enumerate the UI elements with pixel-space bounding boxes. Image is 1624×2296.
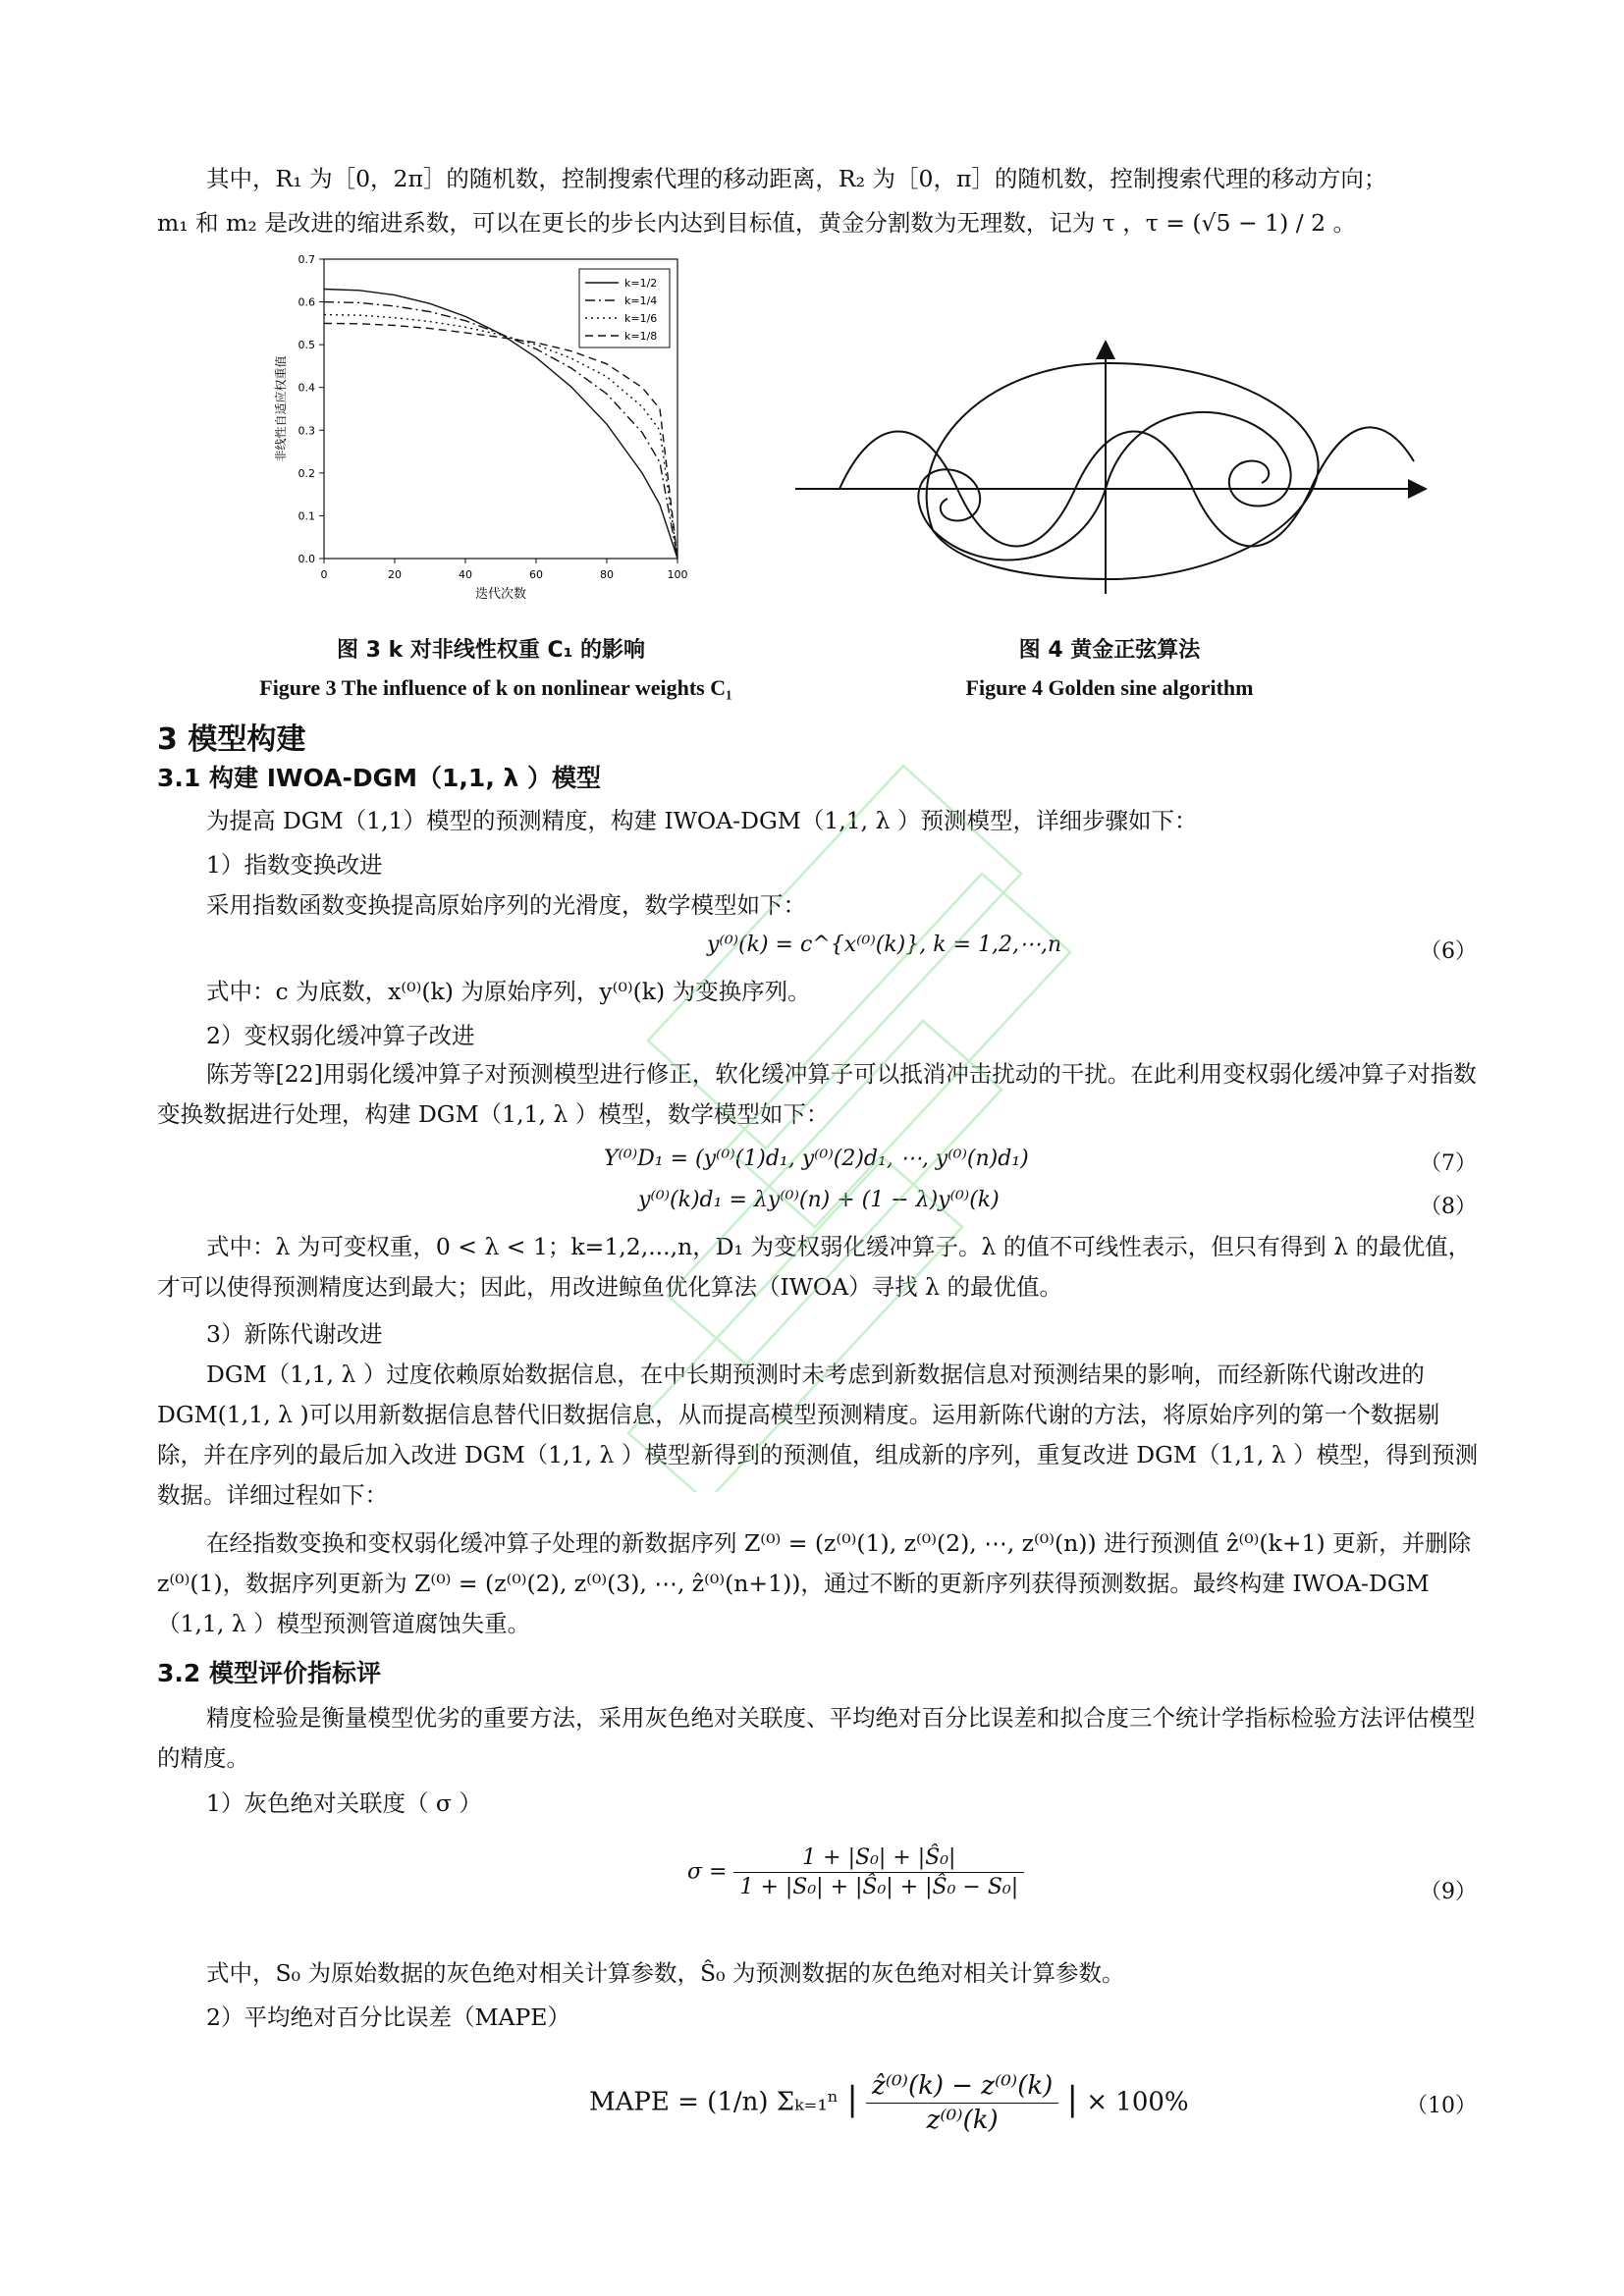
x-tick-label: 60 (529, 568, 543, 581)
step-heading: 1）灰色绝对关联度（ σ ） (206, 1789, 482, 1817)
equation-10-denominator: z⁽⁰⁾(k) (926, 2106, 999, 2135)
step-heading: 2）平均绝对百分比误差（MAPE） (206, 2003, 570, 2031)
y-tick-label: 0.1 (298, 509, 315, 523)
x-tick-label: 80 (600, 568, 614, 581)
series-line-4 (324, 323, 677, 559)
y-tick-label: 0.0 (298, 553, 315, 565)
watermark-graphic (609, 687, 1119, 1492)
equation-10-rhs: × 100% (1086, 2087, 1189, 2117)
equation-9-fraction (733, 1845, 1024, 1899)
paragraph: 精度检验是衡量模型优劣的重要方法，采用灰色绝对关联度、平均绝对百分比误差和拟合度三个统计学指标检验方法评估模型的精度。 (157, 1704, 1476, 1772)
equation-9-number: （9） (1420, 1880, 1477, 1904)
figure-3-caption-en: Figure 3 The influence of k on nonlinear weights C₁ (259, 675, 732, 700)
x-tick-label: 20 (388, 568, 402, 581)
paragraph: 陈芳等[22]用弱化缓冲算子对预测模型进行修正，软化缓冲算子可以抵消冲击扰动的干扰。在此利用变权弱化缓冲算子对指数变换数据进行处理，构建 DGM（1,1, λ ）模型，数学模型如下： (157, 1060, 1477, 1128)
step-heading: 3）新陈代谢改进 (206, 1320, 383, 1348)
equation-7-number: （7） (1420, 1151, 1477, 1176)
y-tick-label: 0.2 (298, 466, 315, 480)
intro-line-2: m₁ 和 m₂ 是改进的缩进系数，可以在更长的步长内达到目标值，黄金分割数为无理数，记为 τ ，τ = (√5 − 1) / 2 。 (157, 209, 1357, 237)
chart-legend (579, 269, 670, 347)
abs-bar-right: | (1066, 2079, 1078, 2119)
equation-9 (687, 1845, 1024, 1899)
paragraph: 采用指数函数变换提高原始序列的光滑度，数学模型如下： (206, 891, 806, 919)
equation-8: y⁽⁰⁾(k)d₁ = λy⁽⁰⁾(n) + (1 − λ)y⁽⁰⁾(k) (638, 1188, 1000, 1212)
step-heading: 2）变权弱化缓冲算子改进 (206, 1022, 475, 1049)
equation-10-lhs: MAPE = (1/n) Σₖ₌₁ⁿ (589, 2087, 839, 2117)
equation-10-fraction (866, 2071, 1058, 2135)
equation-9-numerator: 1 + |S₀| + |Ŝ₀| (733, 1845, 1024, 1873)
paragraph: 在经指数变换和变权弱化缓冲算子处理的新数据序列 Z⁽⁰⁾ = (z⁽⁰⁾(1), z⁽⁰⁾(2), ⋯, z⁽⁰⁾(n)) 进行预测值 ẑ⁽⁰⁾(k+1) 更新，并删除 z⁽⁰⁾(1)，数据序列更新为 Z⁽⁰⁾ = (z⁽⁰⁾(2), z⁽⁰⁾(3), ⋯, ẑ⁽⁰⁾(n+1))，通过不断的更新序列获得预测数据。最终构建 IWOA-DGM（1,1, λ ）模型预测管道腐蚀失重。 (157, 1529, 1472, 1637)
y-tick-label: 0.6 (298, 295, 315, 309)
equation-6: y⁽⁰⁾(k) = c^{x⁽⁰⁾(k)}, k = 1,2,⋯,n (707, 933, 1062, 957)
paragraph: 式中：c 为底数，x⁽⁰⁾(k) 为原始序列，y⁽⁰⁾(k) 为变换序列。 (206, 978, 811, 1005)
section-3-title: 3 模型构建 (157, 722, 306, 757)
legend-entry: k=1/8 (624, 330, 658, 343)
equation-10-numerator: ẑ⁽⁰⁾(k) − z⁽⁰⁾(k) (866, 2071, 1058, 2104)
figure-4-golden-sine-diagram (785, 334, 1434, 609)
x-tick-label: 0 (320, 568, 328, 581)
paragraph: 为提高 DGM（1,1）模型的预测精度，构建 IWOA-DGM（1,1, λ ）预测模型，详细步骤如下： (206, 807, 1198, 834)
paragraph: 式中，S₀ 为原始数据的灰色绝对相关计算参数，Ŝ₀ 为预测数据的灰色绝对相关计算参数。 (206, 1959, 1125, 1987)
equation-9-lhs: σ = (687, 1859, 728, 1885)
paragraph: 式中：λ 为可变权重，0 < λ < 1；k=1,2,...,n，D₁ 为变权弱化缓冲算子。λ 的值不可线性表示，但只有得到 λ 的最优值，才可以使得预测精度达到最大；因此，用改进鲸鱼优化算法（IWOA）寻找 λ 的最优值。 (157, 1233, 1472, 1301)
section-3-1-title: 3.1 构建 IWOA-DGM（1,1, λ ）模型 (157, 764, 602, 792)
equation-6-number: （6） (1420, 939, 1477, 964)
y-tick-label: 0.4 (298, 381, 315, 395)
equation-10 (589, 2071, 1189, 2135)
paragraph: DGM（1,1, λ ）过度依赖原始数据信息，在中长期预测时未考虑到新数据信息对预测结果的影响，而经新陈代谢改进的 DGM(1,1, λ )可以用新数据信息替代旧数据信息，从而提高模型预测精度。运用新陈代谢的方法，将原始序列的第一个数据剔除，并在序列的最后加入改进 DGM（1,1, λ ）模型新得到的预测值，组成新的序列，重复改进 DGM（1,1, λ ）模型，得到预测数据。详细过程如下： (157, 1361, 1479, 1509)
equation-8-number: （8） (1420, 1195, 1477, 1219)
equation-10-number: （10） (1406, 2094, 1477, 2118)
x-tick-label: 100 (667, 568, 688, 581)
figure-4-caption-cn: 图 4 黄金正弦算法 (1018, 638, 1201, 663)
legend-entry: k=1/4 (624, 294, 658, 307)
outer-orbit (927, 363, 1319, 579)
equation-9-denominator: 1 + |S₀| + |Ŝ₀| + |Ŝ₀ − S₀| (739, 1875, 1019, 1899)
sine-wave (839, 427, 1414, 546)
series-line-3 (324, 315, 677, 559)
figure-3-caption-cn: 图 3 k 对非线性权重 C₁ 的影响 (336, 638, 646, 663)
golden-spiral-right (1106, 412, 1291, 507)
abs-bar-left: | (846, 2079, 858, 2119)
y-axis-label: 非线性自适应权重值 (274, 355, 288, 462)
legend-entry: k=1/2 (624, 277, 658, 290)
intro-line-1: 其中，R₁ 为［0，2π］的随机数，控制搜索代理的移动距离，R₂ 为［0，π］的随机数，控制搜索代理的移动方向； (206, 165, 1387, 192)
equation-7: Y⁽⁰⁾D₁ = (y⁽⁰⁾(1)d₁, y⁽⁰⁾(2)d₁, ⋯, y⁽⁰⁾(n)d₁) (604, 1147, 1029, 1171)
x-tick-label: 40 (459, 568, 472, 581)
y-tick-label: 0.3 (298, 424, 315, 438)
x-axis-label: 迭代次数 (474, 587, 527, 602)
y-tick-label: 0.7 (298, 253, 315, 266)
section-3-2-title: 3.2 模型评价指标评 (157, 1659, 381, 1687)
step-heading: 1）指数变换改进 (206, 851, 383, 879)
figure-4-caption-en: Figure 4 Golden sine algorithm (965, 675, 1254, 700)
figure-3-chart (265, 247, 697, 611)
legend-entry: k=1/6 (624, 312, 658, 325)
y-tick-label: 0.5 (298, 339, 315, 352)
